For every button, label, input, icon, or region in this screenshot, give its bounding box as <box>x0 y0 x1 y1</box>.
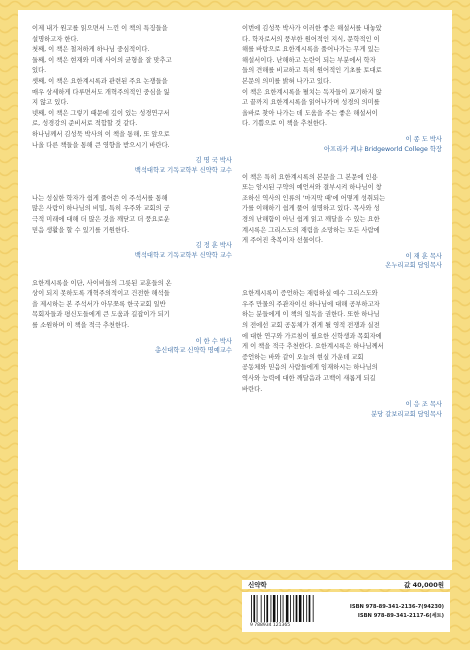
endorser-signature <box>32 241 232 261</box>
text-line: 증언하는 바와 같이 오늘의 현실 가운데 교회 <box>242 353 364 361</box>
text-line: 하는 분들에게 이 책의 일독을 권한다. 또한 하나님 <box>242 311 380 319</box>
text-line: 우주 만물의 주관자이신 하나님에 대해 공부하고자 <box>242 300 380 308</box>
text-line: 요한계시록이 증언하는 재림하실 예수 그리스도와 <box>242 290 378 298</box>
left-column <box>32 24 232 370</box>
text-line: 이 책은 특히 요한계시록의 본문을 그 본문에 인용 <box>242 173 378 181</box>
endorsement-2 <box>32 194 232 261</box>
text-line: 조하신 역사의 인류의 '마지막 때'에 어떻게 성취되는 <box>242 194 386 202</box>
endorser-title: 백석대학교 기독교학부 신약학 교수 <box>134 166 232 174</box>
endorser-name: 이 종 도 박사 <box>405 135 442 143</box>
text-line: 첫째, 이 책은 철저하게 하나님 중심적이다. <box>32 46 150 54</box>
endorser-title: 온누리교회 담임목사 <box>385 262 442 270</box>
text-line: 바란다. <box>242 385 263 393</box>
endorsement-text <box>242 173 442 247</box>
text-line: 이번에 김성묵 박사가 이러한 좋은 해설서를 내놓았 <box>242 25 382 32</box>
text-line: 나는 성실한 학자가 쉽게 풀어쓴 이 주석서를 통해 <box>32 194 168 202</box>
endorsement-text <box>32 24 232 151</box>
endorsement-5 <box>242 173 442 272</box>
endorser-title: 총신대학교 신약학 명예교수 <box>155 347 232 355</box>
text-line: 들의 견해를 비교하고 특히 원어적인 기초를 토대로 <box>242 67 382 75</box>
text-line: 나올 다른 책들을 통해 큰 영향을 받으시기 바란다. <box>32 141 170 149</box>
text-line: 요한계시록을 이단, 사이비들의 그릇된 교훈들의 온 <box>32 279 172 287</box>
endorser-name: 이 한 수 박사 <box>195 337 232 345</box>
endorser-title: 아프리카 케냐 Bridgeworld College 학장 <box>323 145 442 153</box>
endorser-title: 분당 갈보리교회 담임목사 <box>371 411 442 419</box>
text-line: 를 소원하며 이 책을 적극 추천한다. <box>32 322 130 330</box>
category-price-bar <box>242 580 450 589</box>
endorser-signature <box>242 400 442 420</box>
endorsement-3 <box>32 279 232 357</box>
text-line: 이 책은 요한계시록을 펼치는 독자들이 포기하지 않 <box>242 88 382 96</box>
endorsement-1 <box>32 24 232 176</box>
endorser-signature <box>242 252 442 272</box>
text-line: 이제 내가 원고를 읽으면서 느낀 이 책의 특징들을 <box>32 25 168 32</box>
endorser-signature <box>32 337 232 357</box>
text-line: 을 제시하는 본 주석서가 아무쪼록 한국교회 일반 <box>32 300 166 308</box>
text-line: 설명하고자 한다. <box>32 35 79 43</box>
text-line: 공동체와 믿음의 사람들에게 임재하시는 하나님의 <box>242 364 378 372</box>
text-line: 해설서이다. 난해하고 논란이 되는 부분에서 학자 <box>242 56 376 64</box>
endorser-signature <box>32 156 232 176</box>
text-line: 또는 암시된 구약의 예언서와 결부시켜 하나님이 창 <box>242 184 382 192</box>
text-line: 본문의 의미를 밝혀 나가고 있다. <box>242 77 332 85</box>
endorsement-text <box>32 279 232 332</box>
text-line: 매우 상세하게 다루면서도 개혁주의적인 중심을 잃 <box>32 88 170 96</box>
text-line: 게 이 책을 적극 추천한다. 요한계시록은 하나님께서 <box>242 343 384 351</box>
text-line: 로, 성경강의 준비서로 적합할 것 같다. <box>32 120 138 128</box>
barcode-icon <box>250 595 322 622</box>
text-line: 해를 바탕으로 요한계시록을 풀어나가는 무게 있는 <box>242 46 380 54</box>
text-line: 둘째, 이 책은 현재와 미래 사이의 균형을 잘 맞추고 <box>32 56 172 64</box>
endorser-signature <box>242 135 442 155</box>
text-line: 극적 미래에 대해 더 많은 것을 깨닫고 더 풍요로운 <box>32 215 170 223</box>
category-label: 신약학 <box>248 581 267 589</box>
endorsement-text <box>32 194 232 236</box>
endorser-name: 이 응 조 목사 <box>405 401 442 409</box>
isbn-set-line: ISBN 978-89-341-2117-6(세트) <box>357 613 444 619</box>
isbn-line: ISBN 978-89-341-2136-7(94230) <box>349 604 444 610</box>
barcode-number: 9 788934 121365 <box>250 623 291 628</box>
price-label: 값 40,000원 <box>404 581 444 589</box>
endorser-title: 백석대학교 기독교학부 신약학 교수 <box>134 251 232 259</box>
text-line: 넷째, 이 책은 그렇기 때문에 깊이 있는 성경연구서 <box>32 109 170 117</box>
text-line: 계시록은 그리스도의 재림을 소망하는 모든 사람에 <box>242 226 380 234</box>
text-line: 목회자들과 평신도들에게 큰 도움과 길잡이가 되기 <box>32 311 170 319</box>
text-line: 다. 기쁨으로 이 책을 추천한다. <box>242 120 328 128</box>
endorser-name: 이 재 훈 목사 <box>405 252 442 260</box>
endorsement-panel <box>18 10 452 570</box>
text-line: 지 않고 있다. <box>32 99 69 107</box>
right-column <box>242 24 442 434</box>
text-line: 상이 되지 못하도록 개혁주의적이고 건전한 해석들 <box>32 290 170 298</box>
text-line: 있다. <box>32 67 47 75</box>
text-line: 다. 학자로서의 풍부한 원어적인 지식, 문학적인 이 <box>242 35 380 43</box>
text-line: 가를 이해하기 쉽게 풀어 설명하고 있다. 목사와 성 <box>242 205 380 213</box>
text-line: 의 전에선 교회 공동체가 겪게 될 영적 전쟁과 실전 <box>242 322 380 330</box>
text-line: 셋째, 이 책은 요한계시록과 관련된 주요 논쟁들을 <box>32 77 168 85</box>
text-line: 역사와 능력에 대한 깨달음과 고백이 새롭게 되길 <box>242 375 376 383</box>
barcode-box <box>242 592 450 632</box>
endorser-name: 김 명 국 박사 <box>195 157 232 165</box>
endorsement-6 <box>242 289 442 420</box>
endorser-name: 김 정 훈 박사 <box>195 242 232 250</box>
endorsement-text <box>242 24 442 130</box>
text-line: 에 대한 연구와 가르침이 필요한 신학생과 목회자에 <box>242 332 382 340</box>
text-line: 고 끝까지 요한계시록을 읽어나가며 성경의 의미를 <box>242 99 380 107</box>
endorsement-text <box>242 289 442 395</box>
endorsement-4 <box>242 24 442 155</box>
text-line: 많은 사람이 하나님의 비밀, 특히 우주와 교회의 궁 <box>32 205 170 213</box>
text-line: 믿음 생활을 할 수 있기를 기원한다. <box>32 226 130 234</box>
text-line: 하나님께서 김성묵 박사의 이 책을 통해, 또 앞으로 <box>32 130 170 138</box>
text-line: 올바로 찾아 나가는 데 도움을 주는 좋은 해설서이 <box>242 109 378 117</box>
text-line: 경의 난해함이 아닌 쉽게 읽고 깨달을 수 있는 요한 <box>242 215 380 223</box>
text-line: 게 주어진 축복이자 선물이다. <box>242 237 323 245</box>
